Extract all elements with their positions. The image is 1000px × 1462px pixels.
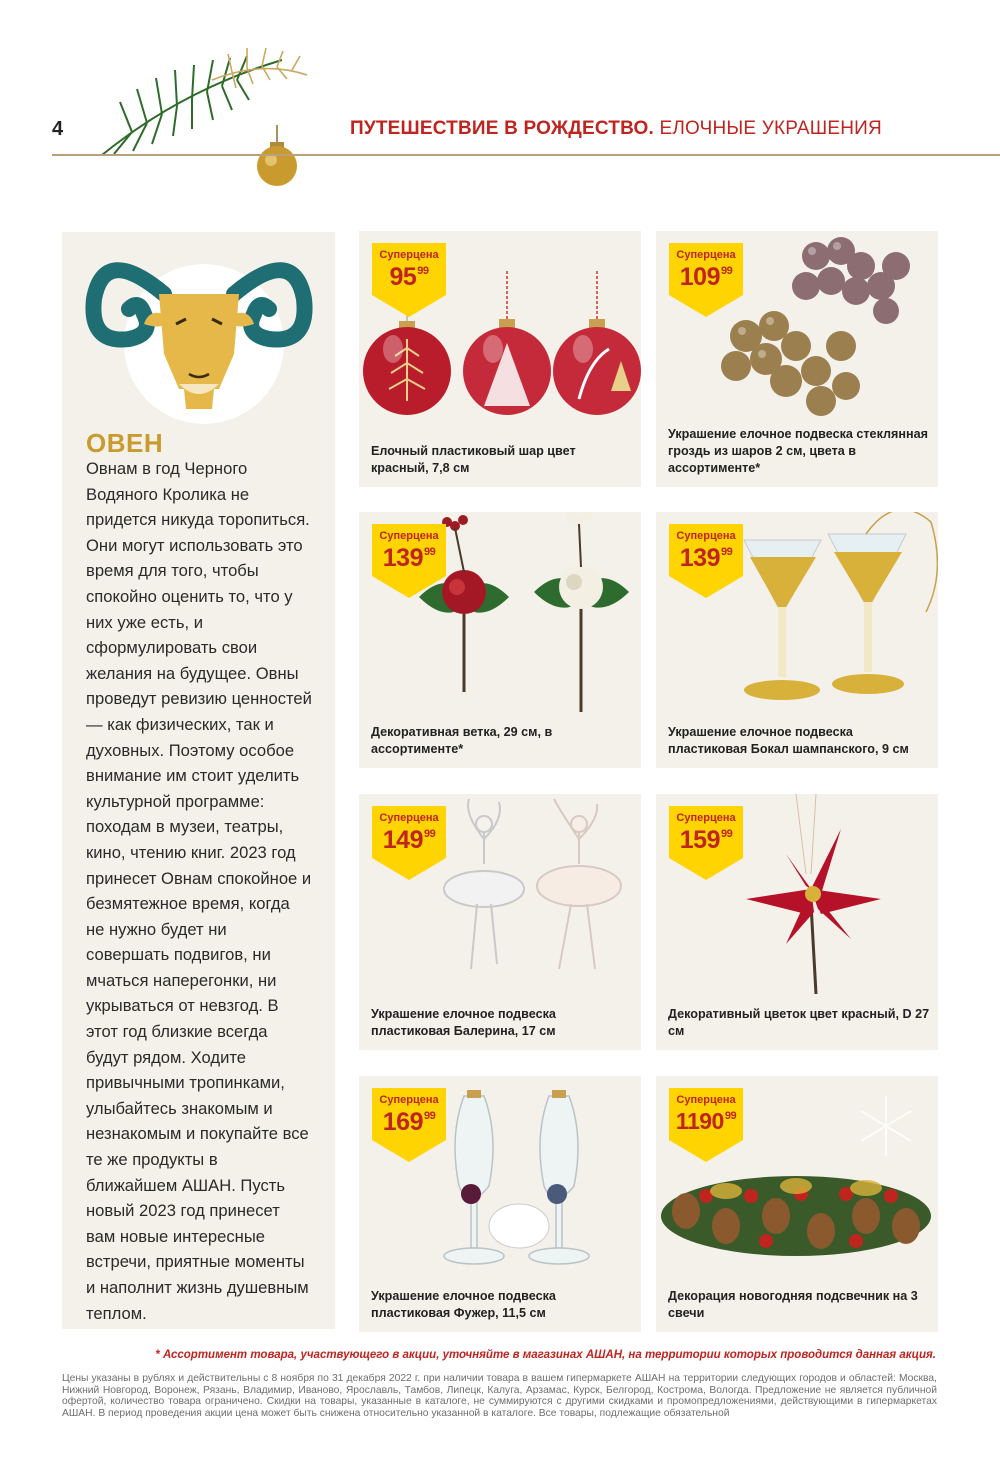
price-badge	[669, 243, 743, 317]
product-name: Декоративная ветка, 29 см, в ассортименте*	[371, 725, 553, 756]
badge-label: Суперцена	[379, 812, 439, 824]
price	[669, 544, 743, 573]
price-badge	[372, 243, 446, 317]
section-title	[350, 118, 882, 140]
section-title-bold: ПУТЕШЕСТВИЕ В РОЖДЕСТВО.	[350, 118, 654, 139]
product-card[interactable]	[359, 1076, 641, 1332]
price	[372, 544, 446, 573]
legal-disclaimer: Цены указаны в рублях и действительны с 8 ноября по 31 декабря 2022 г. при наличии товара в вашем гипермаркете АШАН на территории следующих городов и областей: Москва, Нижний Новгород, Воронеж, Рязань, Владимир, Иваново, Ярославль, Тамбов, Липецк, Калуга, Арзамас, Курск, Белгород, Кострома, Вологда. Предложение не является публичной офертой, количество товара ограничено. Скидки на товары, указанные в каталоге, не суммируются с другими скидками и промопредложениями, действующими в гипермаркетах АШАН. В период проведения акции цена может быть снижена относительно указанной в каталоге. Все товары, подлежащие обязательной	[62, 1373, 937, 1419]
price-decimal: 99	[720, 265, 733, 277]
product-card[interactable]	[359, 512, 641, 768]
price-decimal: 99	[720, 828, 733, 840]
price-integer: 149	[382, 826, 423, 854]
price-integer: 109	[679, 263, 720, 291]
horoscope-paragraph: Овнам в год Черного Водяного Кролика не придется никуда торопиться. Они могут использовать это время для того, чтобы спокойно оценить то, что у них уже есть, и сформулировать свои желания на будущее. Овны проведут ревизию ценностей — как физических, так и духовных. Поэтому особое внимание им стоит уделить культурной программе: походам в музеи, театры, кино, чтению книг. 2023 год принесет Овнам спокойное и безмятежное время, когда не нужно будет ни совершать подвигов, ни мчаться наперегонки, ни укрываться от невзгод. В этот год близкие всегда будут рядом. Ходите привычными тропинками, улыбайтесь знакомым и незнакомым и покупайте все те же продукты в ближайшем АШАН. Пусть новый 2023 год принесет вам новые интересные встречи, приятные моменты и наполнит жизнь душевным теплом.	[86, 459, 312, 1323]
price-badge	[372, 806, 446, 880]
fir-branch-ornament	[92, 20, 312, 195]
price-integer: 159	[679, 826, 720, 854]
price-integer: 169	[382, 1108, 423, 1136]
badge-label: Суперцена	[676, 1094, 736, 1106]
product-name: Украшение елочное подвеска пластиковая Фужер, 11,5 см	[371, 1289, 556, 1320]
price-integer: 1190	[675, 1108, 724, 1134]
badge-label: Суперцена	[676, 812, 736, 824]
badge-label: Суперцена	[676, 249, 736, 261]
product-name: Украшение елочное подвеска стеклянная гроздь из шаров 2 см, цвета в ассортименте*	[668, 427, 928, 475]
price	[372, 1108, 446, 1137]
price	[372, 826, 446, 855]
price-decimal: 99	[417, 265, 429, 277]
price	[669, 826, 743, 855]
product-name: Елочный пластиковый шар цвет красный, 7,8 см	[371, 444, 576, 475]
horoscope-panel	[62, 232, 335, 1329]
price-decimal: 99	[423, 1110, 436, 1122]
product-card[interactable]	[656, 512, 938, 768]
price-integer: 95	[389, 263, 417, 291]
price-badge	[372, 1088, 446, 1162]
product-card[interactable]	[656, 1076, 938, 1332]
page-number: 4	[52, 118, 64, 140]
price-decimal: 99	[423, 546, 436, 558]
price-decimal: 99	[423, 828, 436, 840]
price-badge	[669, 1088, 743, 1162]
price-badge	[669, 524, 743, 598]
price-integer: 139	[679, 544, 720, 572]
section-title-light: ЕЛОЧНЫЕ УКРАШЕНИЯ	[659, 118, 882, 139]
badge-label: Суперцена	[379, 249, 439, 261]
price-badge	[669, 806, 743, 880]
price	[669, 263, 743, 292]
aries-ram-icon	[84, 224, 314, 424]
price-badge	[372, 524, 446, 598]
zodiac-sign-title: ОВЕН	[86, 428, 164, 458]
product-name: Декорация новогодняя подсвечник на 3 свечи	[668, 1289, 918, 1320]
badge-label: Суперцена	[379, 530, 439, 542]
product-name: Декоративный цветок цвет красный, D 27 см	[668, 1007, 930, 1038]
product-name: Украшение елочное подвеска пластиковая Балерина, 17 см	[371, 1007, 556, 1038]
price	[669, 1108, 743, 1135]
product-card[interactable]	[656, 231, 938, 487]
badge-label: Суперцена	[379, 1094, 439, 1106]
price-decimal: 99	[720, 546, 733, 558]
product-card[interactable]	[359, 794, 641, 1050]
assortment-footnote: * Ассортимент товара, участвующего в акции, уточняйте в магазинах АШАН, на территории которых проводится данная акция.	[155, 1349, 936, 1361]
badge-label: Суперцена	[676, 530, 736, 542]
price	[372, 263, 446, 292]
price-integer: 139	[382, 544, 423, 572]
price-decimal: 99	[724, 1110, 737, 1122]
horoscope-text	[86, 456, 312, 1326]
product-name: Украшение елочное подвеска пластиковая Бокал шампанского, 9 см	[668, 725, 909, 756]
header-divider	[52, 154, 1000, 156]
product-card[interactable]	[359, 231, 641, 487]
product-card[interactable]	[656, 794, 938, 1050]
